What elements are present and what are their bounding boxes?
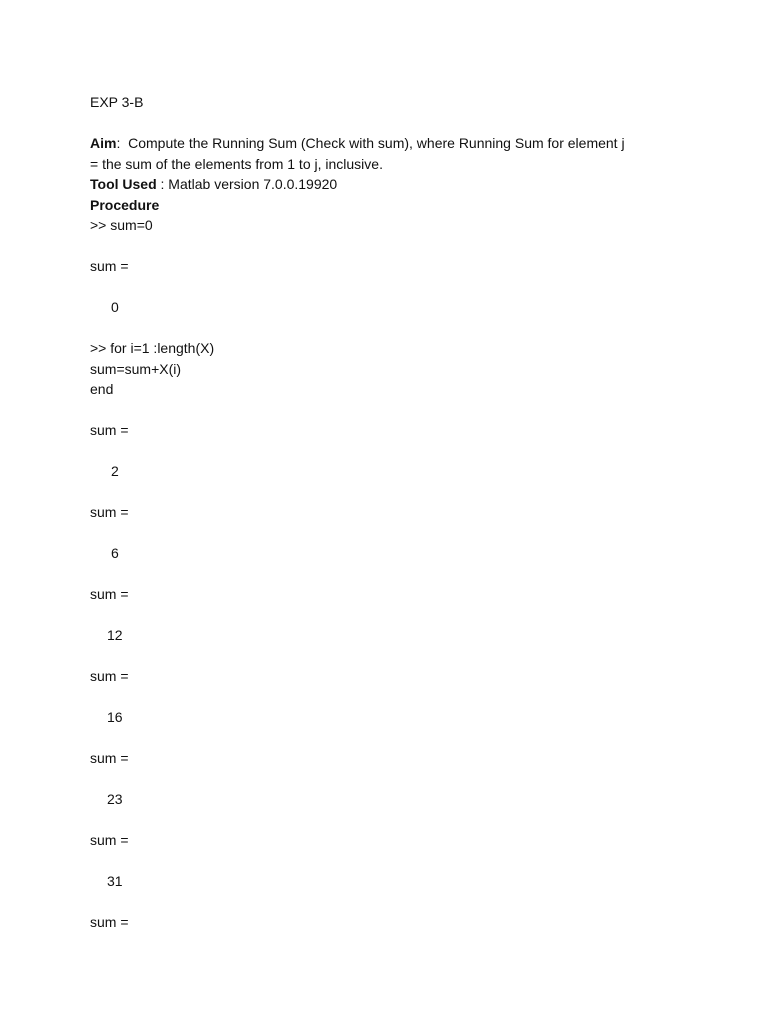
spacer [90,728,690,749]
spacer [90,564,690,585]
spacer [90,523,690,544]
output-value: 2 [111,463,119,479]
code-init-value: 0 [111,299,119,315]
output-label: sum = [90,586,129,602]
tool-paragraph [90,174,690,195]
code-loop-line-2: sum=sum+X(i) [90,360,182,377]
spacer [90,892,690,913]
aim-text-2: = the sum of the elements from 1 to j, inclusive. [90,155,383,172]
aim-paragraph [90,133,690,154]
spacer [90,400,690,421]
code-init-command: >> sum=0 [90,217,153,233]
output-value: 12 [107,627,123,643]
spacer [90,236,690,257]
spacer [90,605,690,626]
spacer [90,482,690,503]
spacer [90,441,690,462]
tool-text: : Matlab version 7.0.0.19920 [156,176,338,192]
output-value: 16 [107,709,123,725]
spacer [90,687,690,708]
spacer [90,851,690,872]
code-sum-label: sum = [90,258,129,274]
trailing-sum-label: sum = [90,914,129,930]
spacer [90,113,690,134]
output-label: sum = [90,422,129,438]
document-title: EXP 3-B [90,94,144,110]
code-loop-line-3: end [90,381,114,397]
code-loop-line-1: >> for i=1 :length(X) [90,340,215,356]
spacer [90,277,690,298]
aim-label: Aim [90,135,117,151]
spacer [90,769,690,790]
output-value: 23 [107,791,123,807]
output-value: 6 [111,545,119,561]
spacer [90,646,690,667]
aim-text-1: : Compute the Running Sum (Check with sum), where Running Sum for element j [116,135,625,151]
output-label: sum = [90,668,129,684]
output-label: sum = [90,750,129,766]
output-value: 31 [107,873,123,889]
procedure-label: Procedure [90,196,160,213]
tool-label: Tool Used [90,176,157,192]
output-label: sum = [90,832,129,848]
spacer [90,810,690,831]
document-page [90,92,690,933]
spacer [90,318,690,339]
output-label: sum = [90,504,129,520]
